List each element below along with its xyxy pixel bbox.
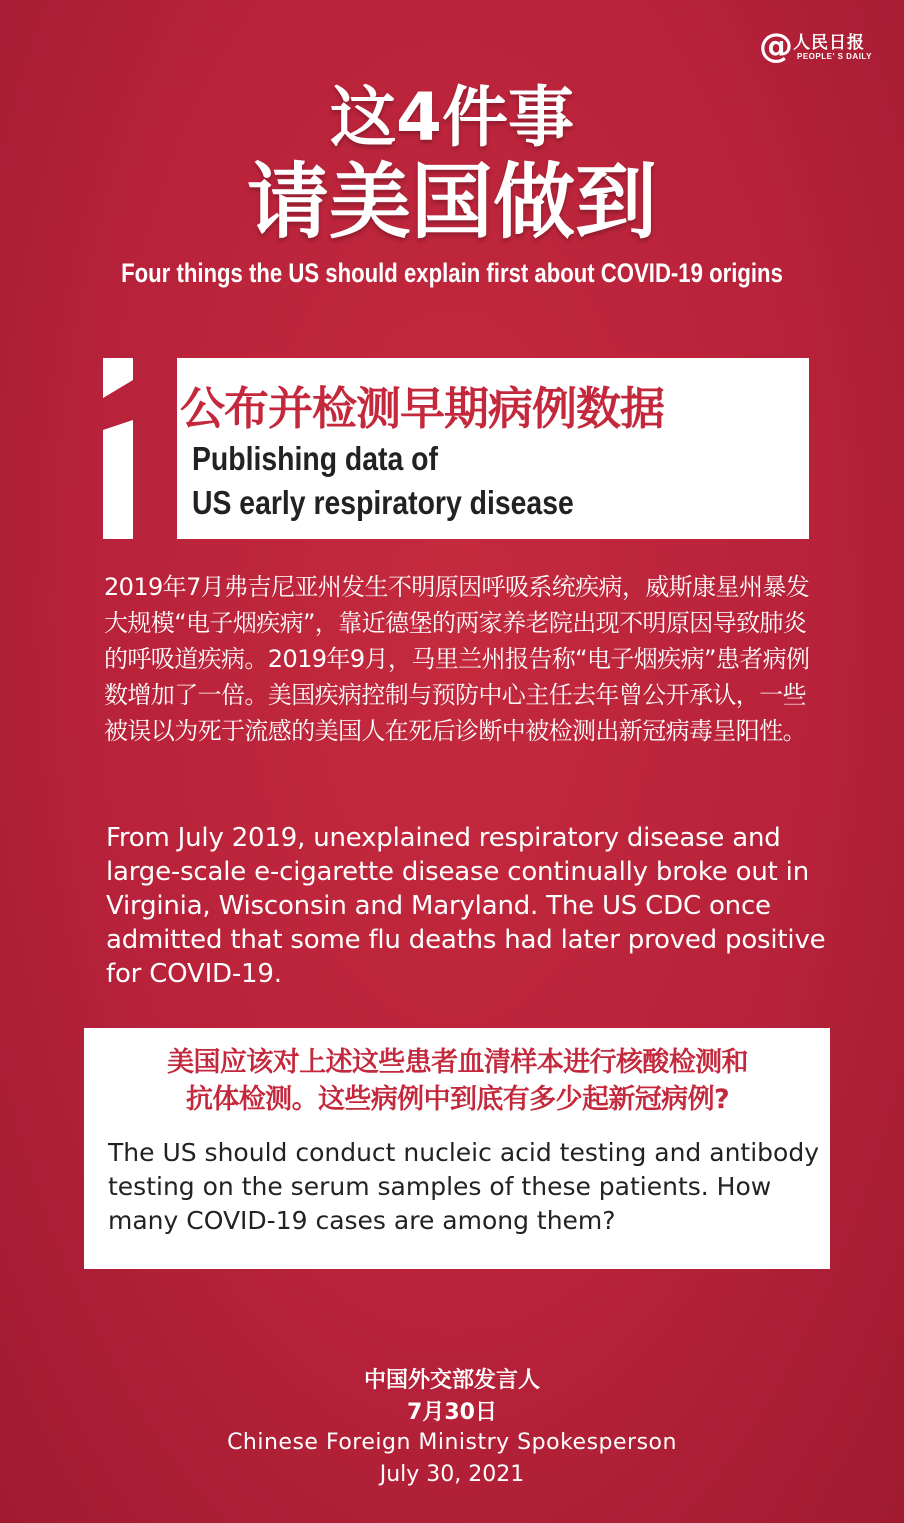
question-text-cn bbox=[100, 1044, 815, 1118]
logo-name-cn: 人民日报 bbox=[793, 33, 865, 53]
section-heading-en-line2: US early respiratory disease bbox=[192, 484, 574, 521]
footer-source-cn: 中国外交部发言人 bbox=[363, 1368, 540, 1393]
question-cn-line2: 抗体检测。这些病例中到底有多少起新冠病例? bbox=[185, 1084, 730, 1115]
section-heading-en-line1: Publishing data of bbox=[192, 440, 438, 477]
section-heading-en bbox=[192, 437, 574, 525]
question-text-en: The US should conduct nucleic acid testing and antibody testing on the serum samples of these patients. How many COVID-19 cases are among them? bbox=[108, 1138, 819, 1235]
title-subtitle: Four things the US should explain first about COVID-19 origins bbox=[121, 258, 783, 288]
title-line-2: 请美国做到 bbox=[246, 155, 657, 250]
section-number-1 bbox=[103, 358, 177, 539]
footer-date-cn: 7月30日 bbox=[407, 1400, 497, 1425]
logo-name-en: PEOPLE' S DAILY bbox=[797, 52, 872, 61]
title-line-1: 这4件事 bbox=[330, 79, 574, 156]
footer-date-en: July 30, 2021 bbox=[379, 1462, 525, 1487]
body-text-en: From July 2019, unexplained respiratory disease and large-scale e-cigarette disease continually broke out in Virginia, Wisconsin and Maryland. The US CDC once admitted that some flu deaths had later proved positive for COVID-19. bbox=[106, 823, 826, 989]
question-cn-line1: 美国应该对上述这些患者血清样本进行核酸检测和 bbox=[167, 1047, 748, 1078]
section-heading-cn: 公布并检测早期病例数据 bbox=[180, 382, 665, 435]
logo-at-icon: @ bbox=[759, 26, 793, 66]
body-text-cn: 2019年7月弗吉尼亚州发生不明原因呼吸系统疾病，威斯康星州暴发大规模“电子烟疾病”，靠近德堡的两家养老院出现不明原因导致肺炎的呼吸道疾病。2019年9月，马里兰州报告称“电子烟疾病”患者病例数增加了一倍。美国疾病控制与预防中心主任去年曾公开承认，一些被误以为死于流感的美国人在死后诊断中被检测出新冠病毒呈阳性。 bbox=[104, 573, 810, 745]
peoples-daily-logo bbox=[759, 26, 884, 66]
footer-source-en: Chinese Foreign Ministry Spokesperson bbox=[227, 1430, 677, 1455]
section-number-label: 1 bbox=[139, 478, 141, 479]
